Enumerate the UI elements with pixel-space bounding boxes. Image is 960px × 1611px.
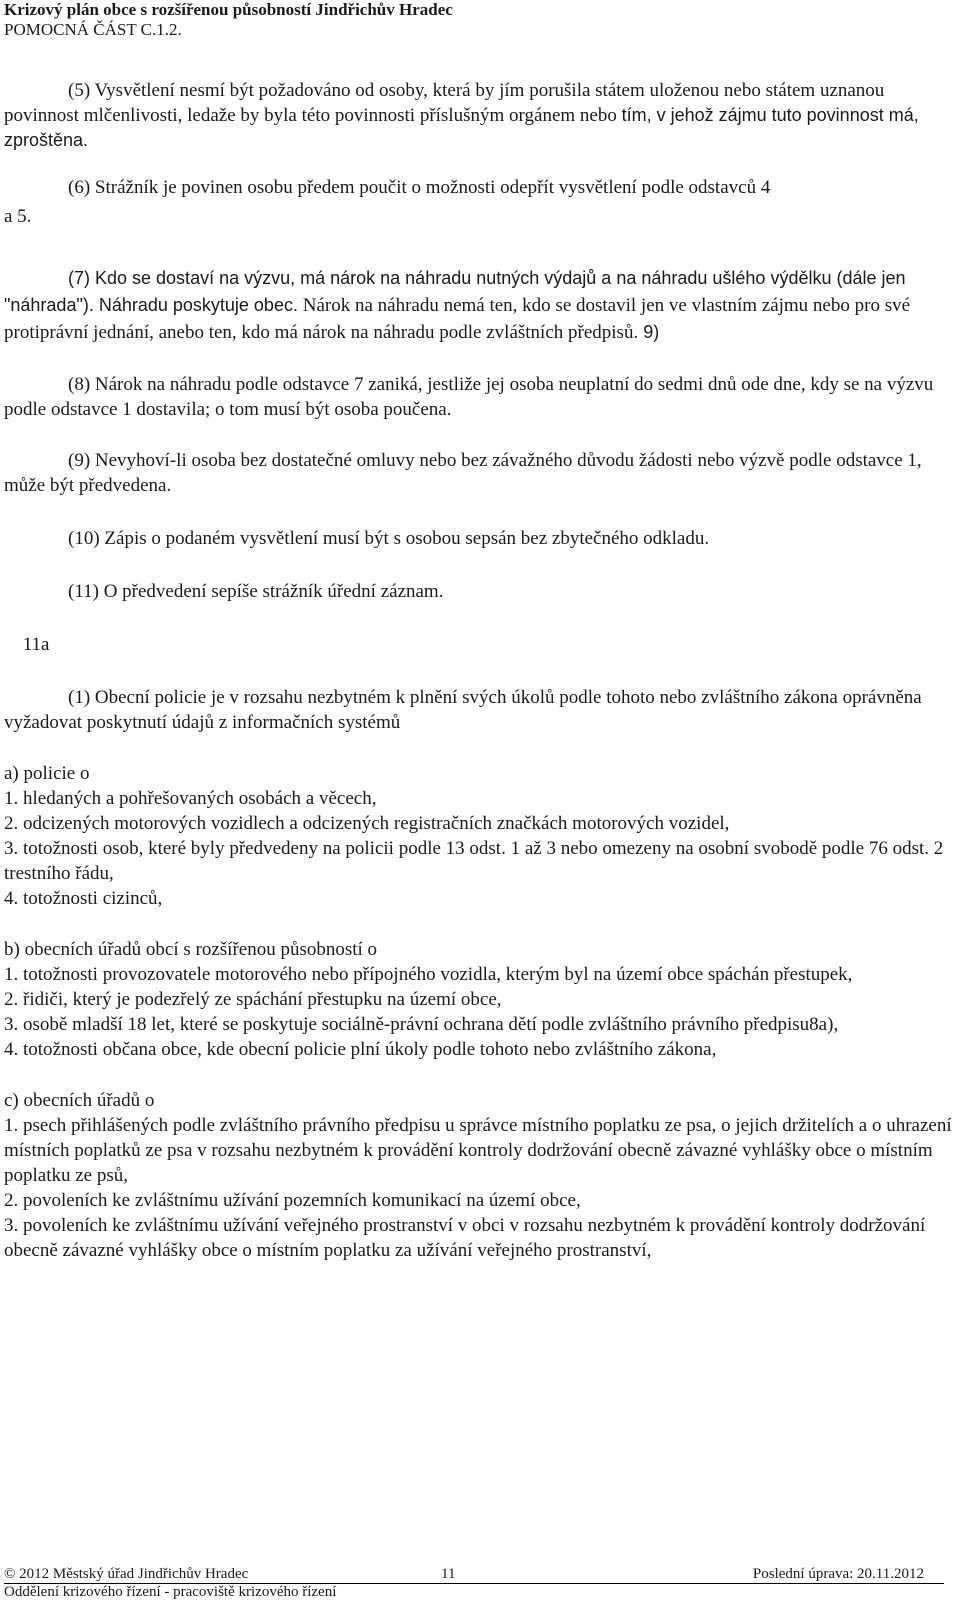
list-item: 4. totožnosti občana obce, kde obecní policie plní úkoly podle tohoto nebo zvláštního zákona, <box>4 1039 717 1060</box>
list-item: 3. totožnosti osob, které byly předvedeny na policii podle 13 odst. 1 až 3 nebo omezeny na osobní svobodě podle 76 odst. 2 trestního řádu, <box>4 838 944 884</box>
section-11a-paragraph-1: (1) Obecní policie je v rozsahu nezbytném k plnění svých úkolů podle tohoto nebo zvláštního zákona oprávněna vyžadovat poskytnutí údajů z informačních systémů <box>4 687 922 733</box>
list-item: 1. psech přihlášených podle zvláštního právního předpisu u správce místního poplatku ze psa, o jejich držitelích a o uhrazení místních poplatků ze psa v rozsahu nezbytném k provádění kontroly dodržování obecně závazné vyhlášky obce o místním poplatku ze psů, <box>4 1115 952 1186</box>
list-b-title: b) obecních úřadů obcí s rozšířenou působností o <box>4 939 378 960</box>
list-c-title: c) obecních úřadů o <box>4 1090 155 1111</box>
paragraph-7 <box>4 265 956 346</box>
list-item: 4. totožnosti cizinců, <box>4 888 163 909</box>
paragraph-5-end: tím, v jehož zájmu tuto povinnost má, zproštěna. <box>4 105 919 150</box>
page-number: 11 <box>441 1566 456 1582</box>
paragraph-9: (9) Nevyhoví-li osoba bez dostatečné omluvy nebo bez závažného důvodu žádosti nebo výzvě podle odstavce 1, může být předvedena. <box>4 450 922 496</box>
paragraph-10: (10) Zápis o podaném vysvětlení musí být s osobou sepsán bez zbytečného odkladu. <box>68 528 710 549</box>
paragraph-5 <box>4 78 956 153</box>
list-item: 3. povoleních ke zvláštnímu užívání veřejného prostranství v obci v rozsahu nezbytném k provádění kontroly dodržování obecně závazné vyhlášky obce o místním poplatku za užívání veřejného prostranství, <box>4 1215 926 1261</box>
list-item: 1. totožnosti provozovatele motorového nebo přípojného vozidla, kterým byl na území obce spáchán přestupek, <box>4 964 853 985</box>
list-item: 2. odcizených motorových vozidlech a odcizených registračních značkách motorových vozidel, <box>4 813 730 834</box>
section-label: POMOCNÁ ČÁST C.1.2. <box>4 20 182 39</box>
list-item: 1. hledaných a pohřešovaných osobách a věcech, <box>4 788 377 809</box>
paragraph-11: (11) O předvedení sepíše strážník úřední záznam. <box>68 581 444 602</box>
list-a-title: a) policie o <box>4 763 90 784</box>
section-11a-heading: 11a <box>18 634 50 655</box>
paragraph-7-ref: 9) <box>638 322 660 342</box>
page-header <box>4 0 453 40</box>
document-body <box>4 78 956 1263</box>
document-title: Krizový plán obce s rozšířenou působností Jindřichův Hradec <box>4 0 453 19</box>
paragraph-6: (6) Strážník je povinen osobu předem poučit o možnosti odepřít vysvětlení podle odstavců 4 <box>68 177 771 198</box>
list-item: 2. řidiči, který je podezřelý ze spáchání přestupku na území obce, <box>4 989 502 1010</box>
list-item: 2. povoleních ke zvláštnímu užívání pozemních komunikací na území obce, <box>4 1190 581 1211</box>
last-updated: Poslední úprava: 20.11.2012 <box>752 1566 924 1582</box>
paragraph-5-text: (5) Vysvětlení nesmí být požadováno od osoby, která by jím porušila státem uloženou nebo státem uznanou povinnost mlčenlivosti, ledaže by byla této povinnosti příslušným orgánem nebo <box>4 80 885 126</box>
paragraph-6-end: a 5. <box>4 206 32 227</box>
list-item: 3. osobě mladší 18 let, které se poskytuje sociálně-právní ochrana dětí podle zvláštního právního předpisu8a), <box>4 1014 839 1035</box>
paragraph-8: (8) Nárok na náhradu podle odstavce 7 zaniká, jestliže jej osoba neuplatní do sedmi dnů ode dne, kdy se na výzvu podle odstavce 1 dostavila; o tom musí být osoba poučena. <box>4 374 934 420</box>
footer-row-2 <box>4 1583 956 1601</box>
footer-department: Oddělení krizového řízení - pracoviště krizového řízení <box>4 1584 337 1600</box>
paragraph-7-text: (7) Kdo se dostaví na výzvu, má nárok na náhradu nutných výdajů a na náhradu ušlého výdělku (dále jen "náhrada"). Náhradu poskytuje obec. <box>4 268 906 315</box>
footer-row <box>4 1565 956 1583</box>
footer-copyright: © 2012 Městský úřad Jindřichův Hradec <box>4 1566 249 1582</box>
paragraph-7-text-2: Nárok na náhradu nemá ten, kdo se dostavil jen ve vlastním zájmu nebo pro své protiprávní jednání, anebo ten, kdo má nárok na náhradu podle zvláštních předpisů. <box>4 295 911 343</box>
page-footer <box>4 1565 956 1601</box>
